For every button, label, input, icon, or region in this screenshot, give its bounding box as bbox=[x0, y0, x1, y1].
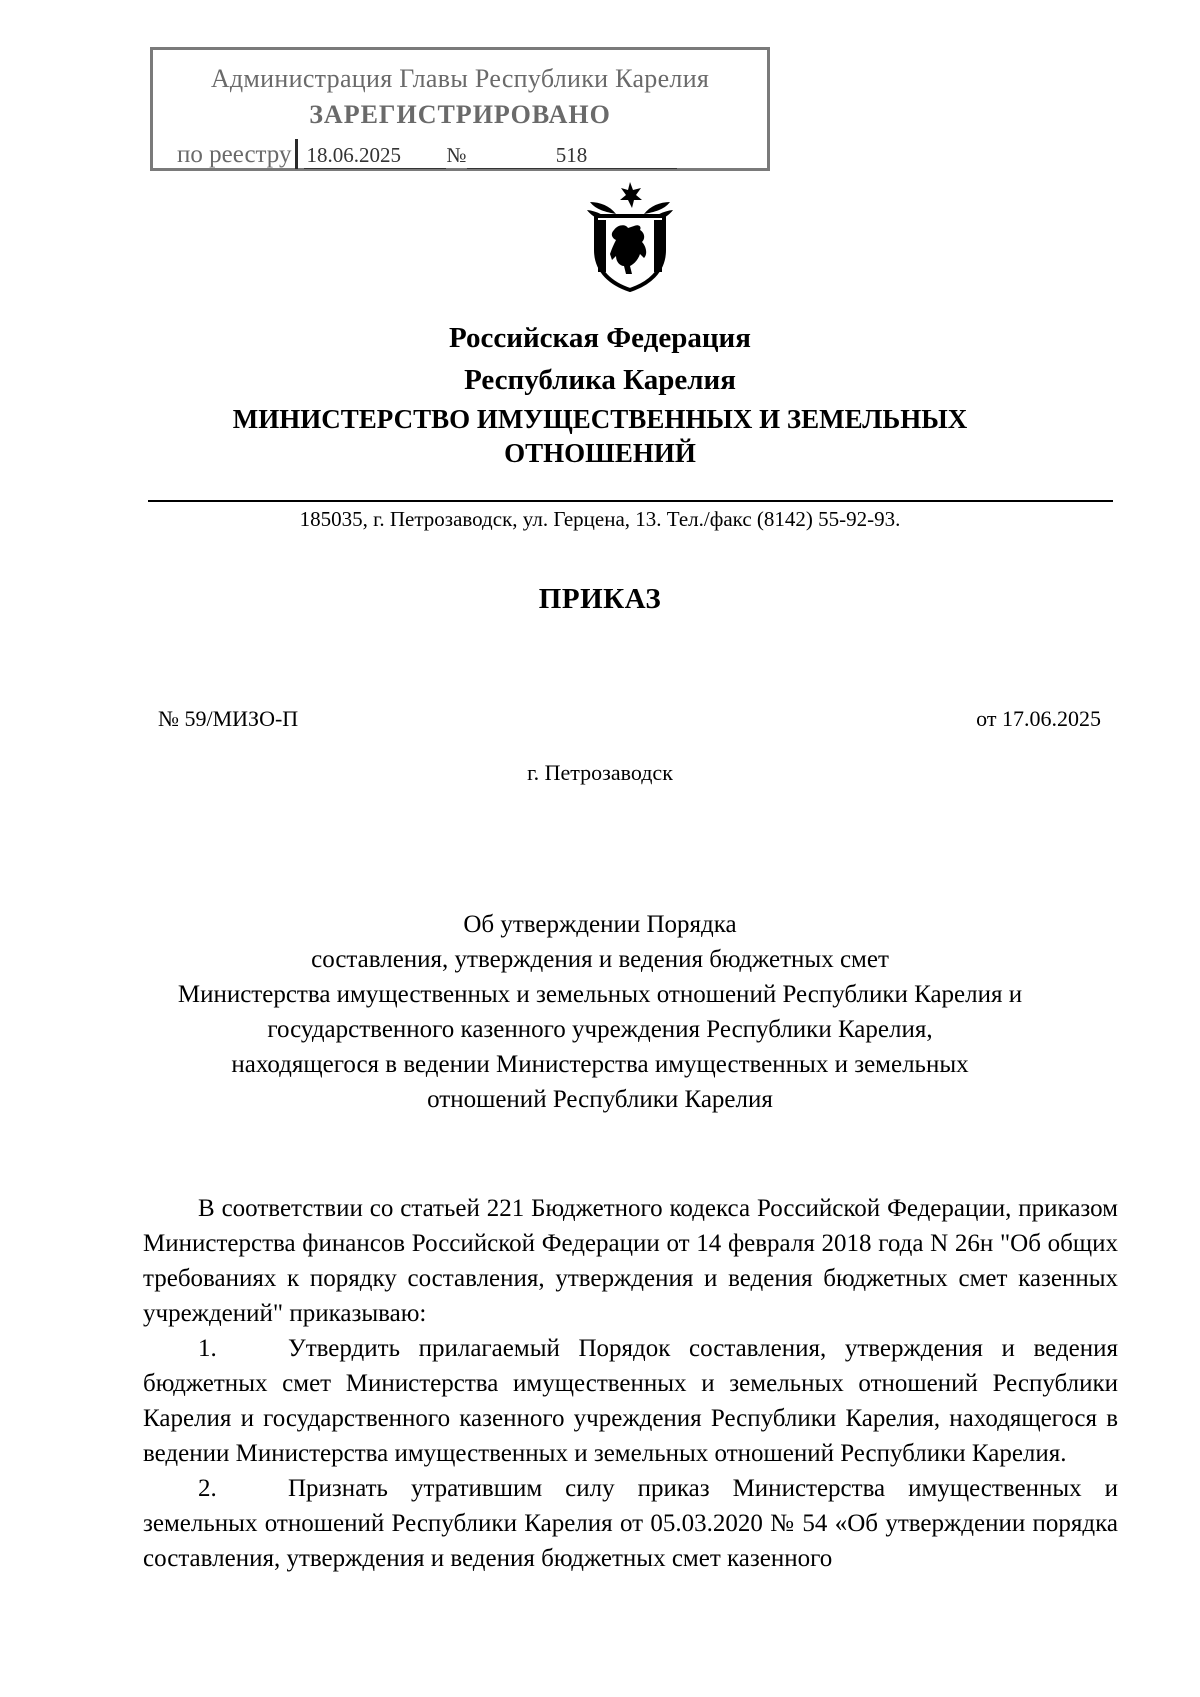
subject-line: отношений Республики Карелия bbox=[427, 1086, 773, 1113]
order-body bbox=[143, 1191, 1118, 1576]
stamp-number-sign: № bbox=[446, 143, 467, 167]
order-title: ПРИКАЗ bbox=[538, 583, 662, 615]
coat-of-arms-icon bbox=[582, 180, 678, 292]
stamp-registered-label: ЗАРЕГИСТРИРОВАНО bbox=[309, 100, 611, 129]
order-item bbox=[143, 1471, 1118, 1576]
subject-line: Об утверждении Порядка bbox=[463, 911, 737, 938]
order-item-number: 2. bbox=[198, 1475, 217, 1502]
order-item bbox=[143, 1331, 1118, 1471]
subject-line: Министерства имущественных и земельных отношений Республики Карелия и bbox=[177, 981, 1023, 1008]
order-item-text: Утвердить прилагаемый Порядок составления, утверждения и ведения бюджетных смет Министерства имущественных и земельных отношений Республики Карелия и государственного казенного учреждения Республики Карелия, находящегося в ведении Министерства имущественных и земельных отношений Республики Карелия. bbox=[143, 1335, 1118, 1467]
ministry-heading-line1: МИНИСТЕРСТВО ИМУЩЕСТВЕННЫХ И ЗЕМЕЛЬНЫХ bbox=[232, 404, 968, 434]
ministry-address: 185035, г. Петрозаводск, ул. Герцена, 13. Тел./факс (8142) 55-92-93. bbox=[299, 507, 901, 531]
stamp-divider bbox=[295, 139, 298, 169]
header-divider bbox=[148, 500, 1113, 502]
ministry-heading-line2: ОТНОШЕНИЙ bbox=[504, 438, 696, 468]
subject-line: государственного казенного учреждения Республики Карелия, bbox=[267, 1016, 933, 1043]
subject-line: находящегося в ведении Министерства имущественных и земельных bbox=[231, 1051, 969, 1078]
stamp-number: 518 bbox=[467, 143, 677, 169]
registration-stamp bbox=[150, 47, 770, 171]
order-subject bbox=[120, 907, 1080, 1117]
order-item-number: 1. bbox=[198, 1335, 217, 1362]
order-city: г. Петрозаводск bbox=[527, 760, 673, 785]
order-date: от 17.06.2025 bbox=[976, 706, 1101, 731]
stamp-registry-label: по реестру bbox=[177, 141, 292, 168]
order-number: № 59/МИЗО-П bbox=[158, 706, 299, 731]
republic-heading: Республика Карелия bbox=[464, 364, 736, 396]
country-heading: Российская Федерация bbox=[449, 322, 751, 354]
stamp-date: 18.06.2025 bbox=[304, 143, 446, 169]
order-preamble: В соответствии со статьей 221 Бюджетного кодекса Российской Федерации, приказом Министерства финансов Российской Федерации от 14 февраля 2018 года N 26н "Об общих требованиях к порядку составления, утверждения и ведения бюджетных смет казенных учреждений" приказываю: bbox=[143, 1195, 1118, 1327]
stamp-registry-line bbox=[177, 139, 677, 169]
stamp-administration-label: Администрация Главы Республики Карелия bbox=[210, 64, 710, 93]
order-item-text: Признать утратившим силу приказ Министерства имущественных и земельных отношений Республики Карелия от 05.03.2020 № 54 «Об утверждении порядка составления, утверждения и ведения бюджетных смет казенного bbox=[143, 1475, 1118, 1572]
subject-line: составления, утверждения и ведения бюджетных смет bbox=[311, 946, 889, 973]
